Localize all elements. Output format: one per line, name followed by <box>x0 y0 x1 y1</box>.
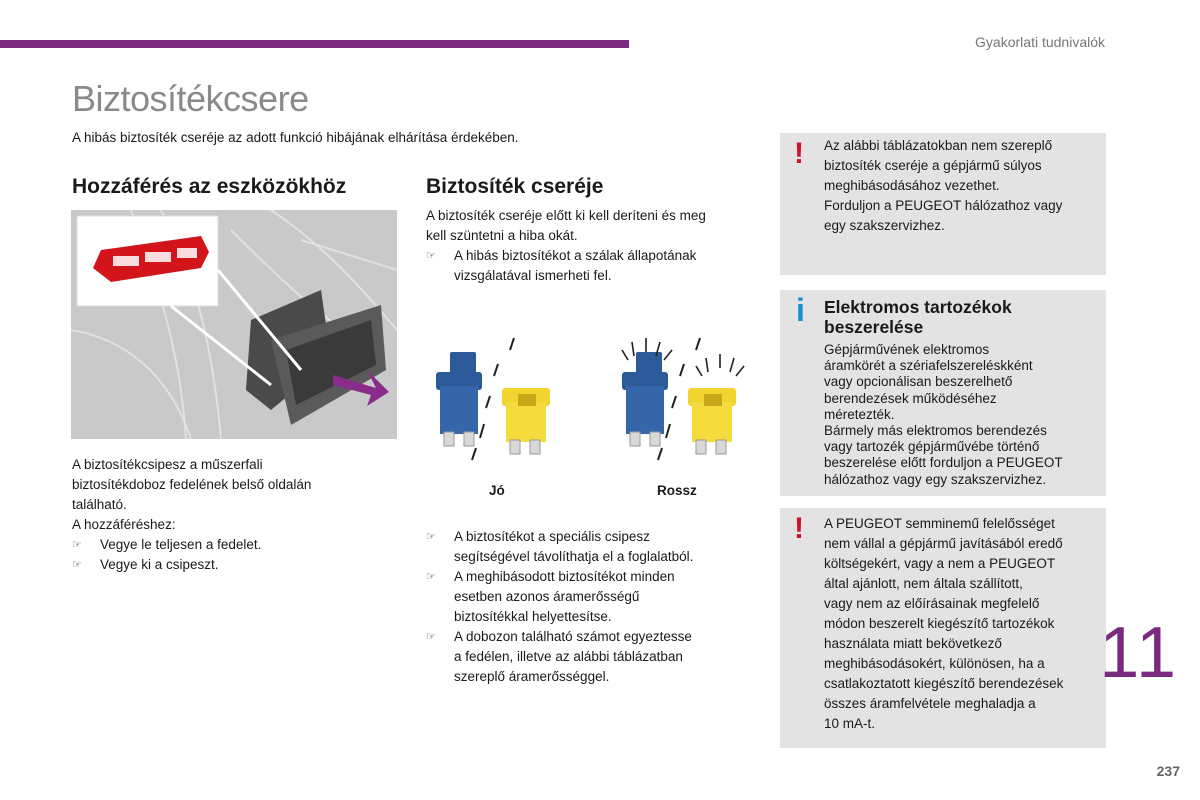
replace-description <box>426 206 756 286</box>
heading-replace: Biztosíték cseréje <box>426 175 604 198</box>
warning-text: Az alábbi táblázatokban nem szereplő biztosíték cseréje a gépjármű súlyos meghibásodásához vezethet. Forduljon a PEUGEOT hálózathoz vagy egy szakszervizhez. <box>824 138 1063 233</box>
list-item-text: a fedélen, illetve az alábbi táblázatban <box>454 649 683 664</box>
good-fuse-blue <box>436 352 482 446</box>
page-number: 237 <box>1156 763 1180 779</box>
header-accent-bar <box>0 40 629 48</box>
list-item <box>72 535 372 555</box>
list-item-text: szereplő áramerősséggel. <box>454 669 610 684</box>
pointing-hand-icon: ☞ <box>72 539 82 551</box>
replace-steps <box>426 527 756 687</box>
section-header: Gyakorlati tudnivalók <box>975 34 1105 50</box>
bad-fuse-blue <box>622 352 668 446</box>
list-item-text: Vegye le teljesen a fedelet. <box>100 537 262 552</box>
pointing-hand-icon: ☞ <box>426 631 436 643</box>
label-good-fuse: Jó <box>489 483 505 498</box>
page-title: Biztosítékcsere <box>72 78 309 119</box>
list-item <box>426 527 756 567</box>
warning-text: A PEUGEOT semminemű felelősséget nem vállal a gépjármű javításából eredő költségekért, vagy a nem a PEUGEOT által ajánlott, nem általa szállított, vagy nem az előírásainak megfelelő módon beszerelt kiegészítő tartozékok használata miatt bekövetkező meghibásodásokért, különösen, ha a csatlakoztatott kiegészítő berendezések összes áramfelvétele meghaladja a 10 mA-t. <box>824 516 1064 731</box>
list-item-text: Vegye ki a csipeszt. <box>100 557 219 572</box>
list-item-text: A meghibásodott biztosítékot minden <box>454 569 675 584</box>
pointing-hand-icon: ☞ <box>426 571 436 583</box>
replace-text-line: A biztosíték cseréje előtt ki kell deríteni és meg <box>426 208 706 223</box>
list-item <box>72 555 372 575</box>
list-item-text: A dobozon található számot egyeztesse <box>454 629 692 644</box>
access-text-line: biztosítékdoboz fedelének belső oldalán <box>72 477 312 492</box>
list-item <box>426 246 756 286</box>
pointing-hand-icon: ☞ <box>426 531 436 543</box>
access-description <box>72 455 372 575</box>
good-fuse-yellow <box>502 388 550 454</box>
warning-box-liability <box>780 508 1106 748</box>
chapter-number: 11 <box>1099 613 1178 693</box>
list-item-text: A biztosítékot a speciális csipesz <box>454 529 650 544</box>
list-item-text: A hibás biztosítékot a szálak állapotának <box>454 248 697 263</box>
access-text-line: A hozzáféréshez: <box>72 517 176 532</box>
warning-icon: ! <box>794 137 804 170</box>
list-item <box>426 567 756 627</box>
pointing-hand-icon: ☞ <box>426 250 436 262</box>
info-text: Gépjárművének elektromos áramkörét a szériafelszereléskként vagy opcionálisan beszerelhető berendezések működéséhez méretezték. Bármely más elektromos berendezés vagy tartozék gépjárművébe történő beszerelése előtt forduljon a PEUGEOT hálózathoz vagy egy szakszervizhez. <box>824 342 1063 487</box>
pointing-hand-icon: ☞ <box>72 559 82 571</box>
list-item-text: biztosítékkal helyettesítse. <box>454 609 612 624</box>
list-item <box>426 627 756 687</box>
label-bad-fuse: Rossz <box>657 483 697 498</box>
warning-icon: ! <box>794 512 804 545</box>
info-box-title: Elektromos tartozékok beszerelése <box>824 297 1012 337</box>
access-text-line: A biztosítékcsipesz a műszerfali <box>72 457 263 472</box>
bad-fuse-yellow <box>688 388 736 454</box>
access-text-line: található. <box>72 497 127 512</box>
fuse-comparison-figure <box>426 320 756 480</box>
list-item-text: esetben azonos áramerősségű <box>454 589 640 604</box>
heading-access: Hozzáférés az eszközökhöz <box>72 175 347 198</box>
dashboard-illustration <box>71 210 397 439</box>
info-icon: i <box>796 292 805 328</box>
list-item-text: vizsgálatával ismerheti fel. <box>454 268 612 283</box>
intro-text: A hibás biztosíték cseréje az adott funkció hibájának elhárítása érdekében. <box>72 130 519 145</box>
replace-text-line: kell szüntetni a hiba okát. <box>426 228 578 243</box>
list-item-text: segítségével távolíthatja el a foglalatból. <box>454 549 694 564</box>
fusebox-photo <box>71 210 397 439</box>
warning-box-unlisted-fuses <box>780 133 1106 275</box>
info-box-electrical-accessories <box>780 290 1106 496</box>
